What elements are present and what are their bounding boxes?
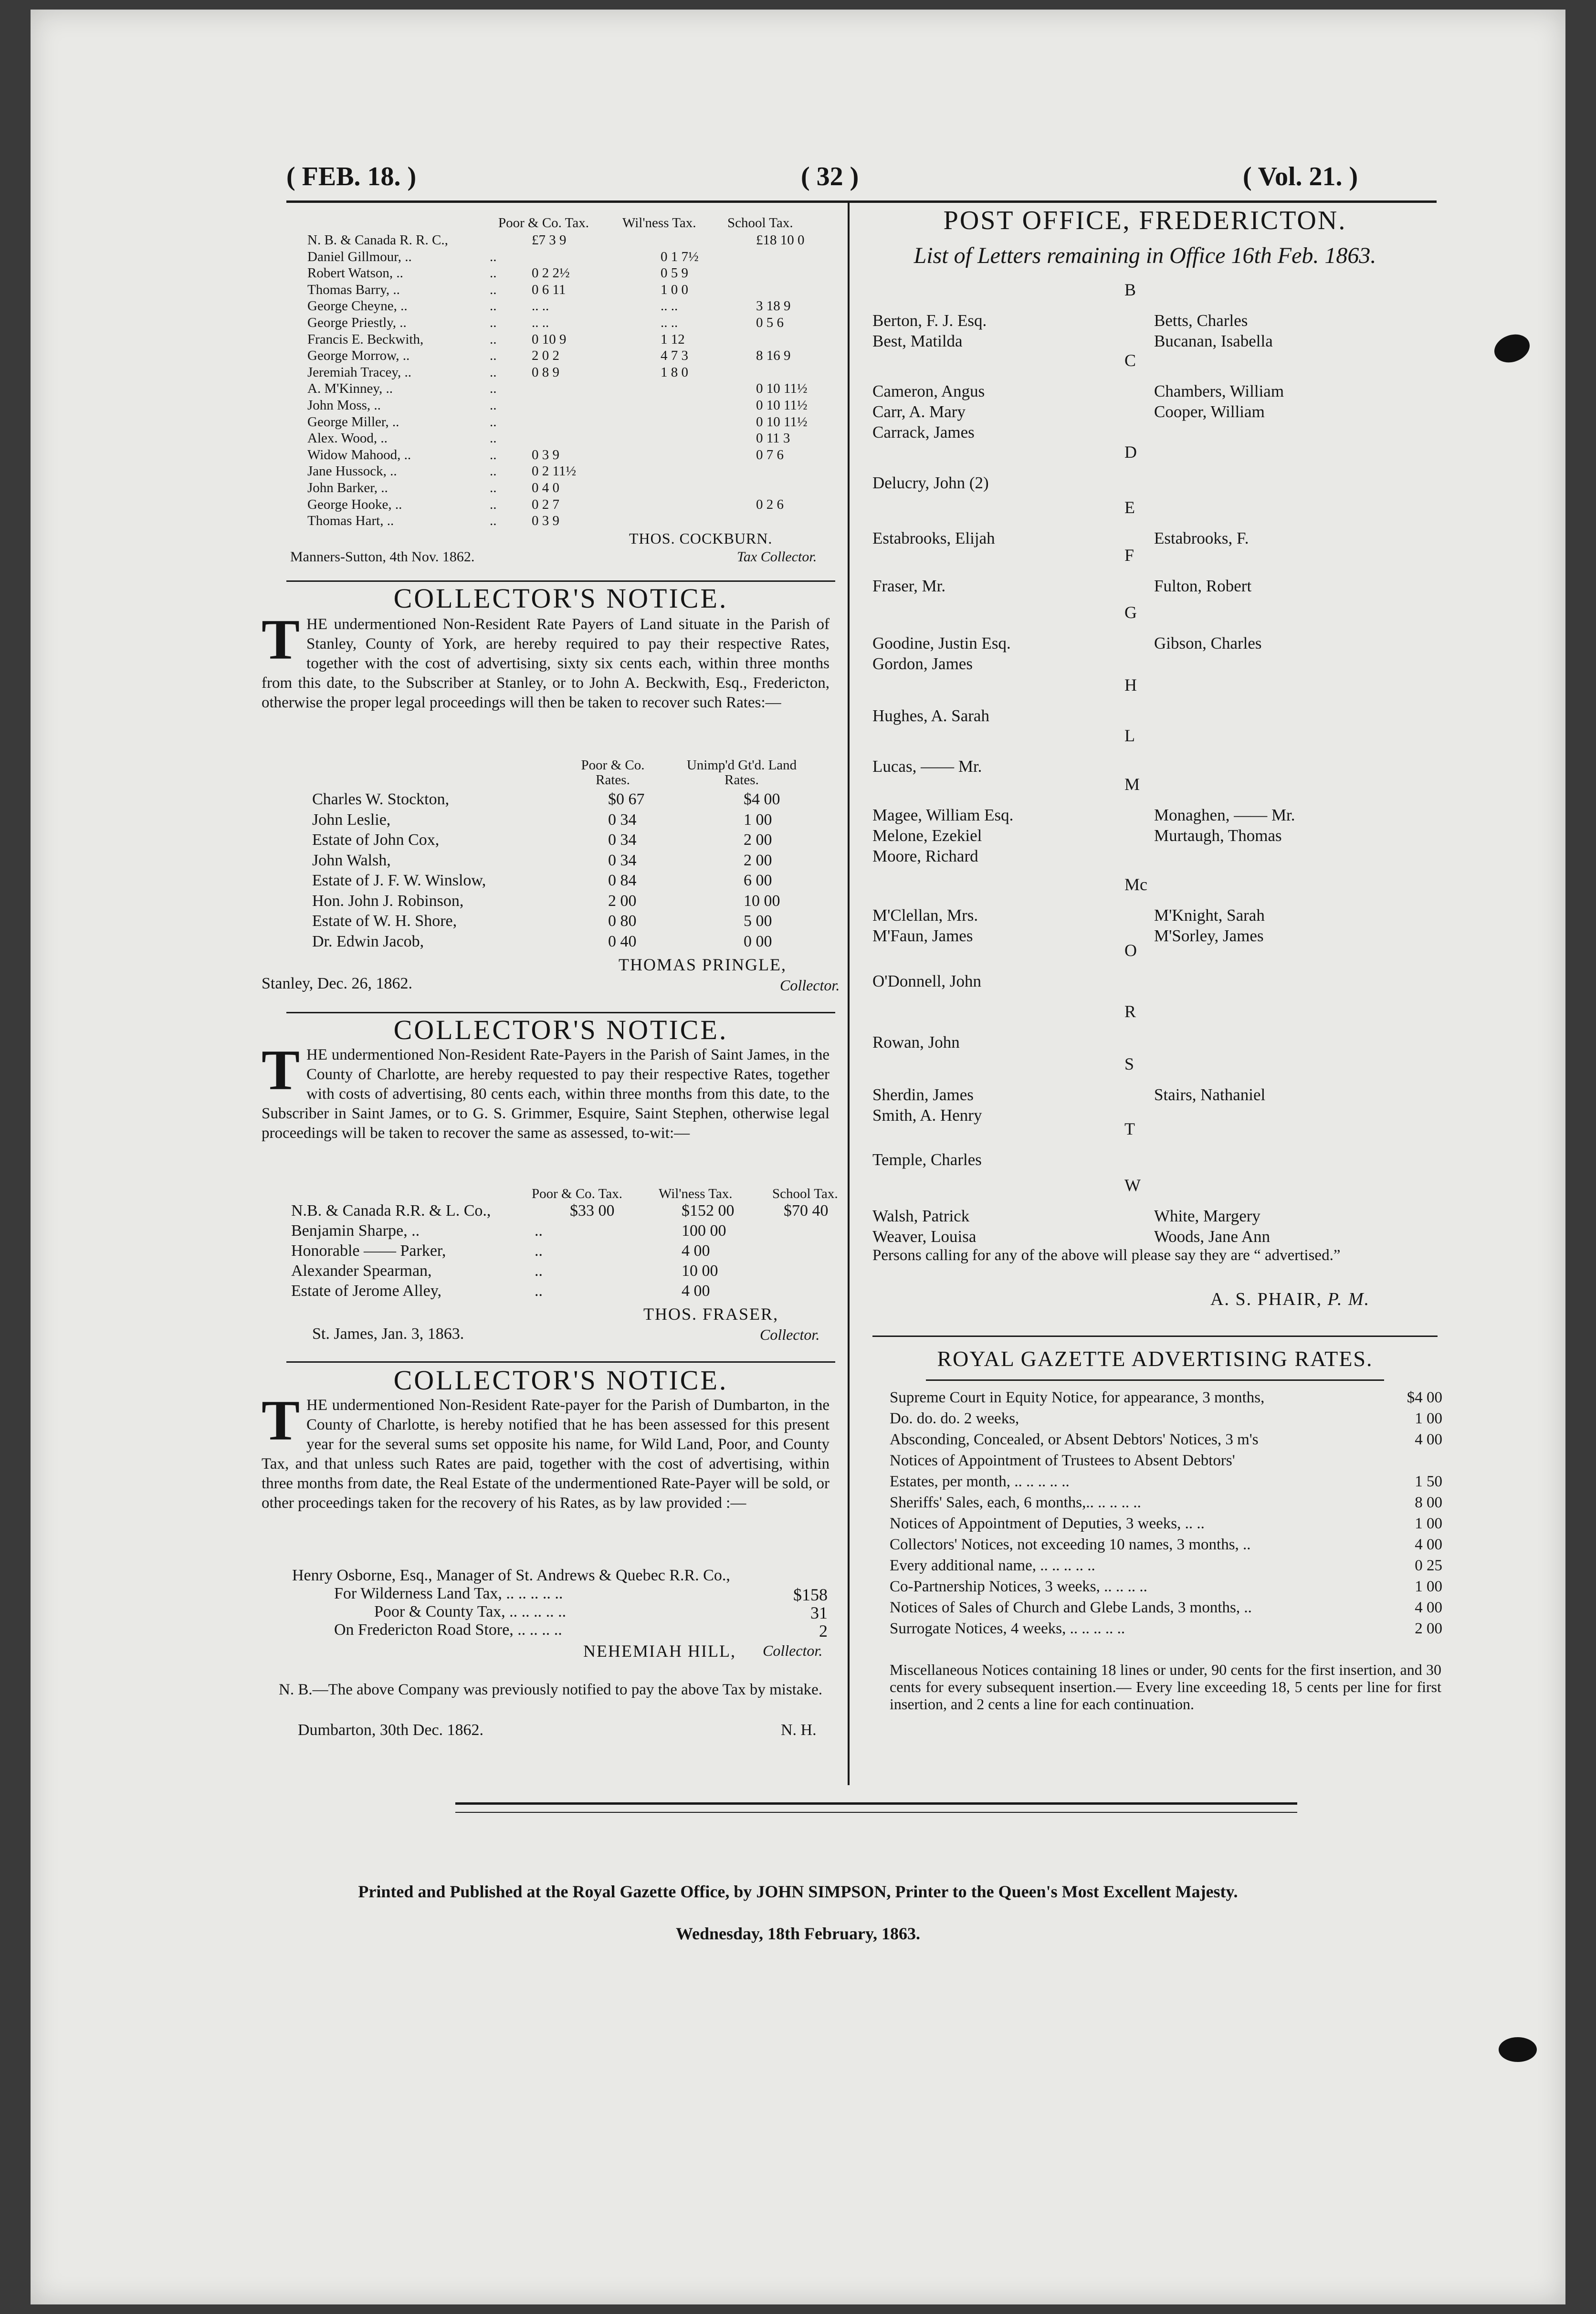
letter-name: Cameron, Angus <box>872 382 985 400</box>
rates-row-label: Every additional name, .. .. .. .. .. <box>890 1557 1095 1574</box>
page-date: ( FEB. 18. ) <box>286 162 417 191</box>
tax-row-name: Jeremiah Tracey, .. <box>307 364 411 380</box>
notice2-row-wilderness: 100 00 <box>682 1222 726 1240</box>
notice3-title: COLLECTOR'S NOTICE. <box>393 1365 728 1396</box>
rates-row-amount: 1 00 <box>1415 1515 1442 1532</box>
letter-name: Cooper, William <box>1154 402 1265 421</box>
letter-key: S <box>1124 1054 1134 1073</box>
notice2-row-poor: $33 00 <box>570 1202 615 1220</box>
rates-note: Miscellaneous Notices containing 18 lines or under, 90 cents for the first insertion, and 30 cents for every subsequent insertion.— Every line exceeding 18, 5 cents per line for first insertion, and 2 cents a line for each continuation. <box>890 1661 1441 1713</box>
tax-row-school: 0 11 3 <box>756 431 790 446</box>
rates-row-amount: 1 00 <box>1415 1578 1442 1595</box>
letter-name: Gordon, James <box>872 654 973 673</box>
tax-row-name: Francis E. Beckwith, <box>307 331 424 347</box>
notice1-row-name: Charles W. Stockton, <box>312 790 450 808</box>
letter-name: Melone, Ezekiel <box>872 826 982 845</box>
notice2-place-date: St. James, Jan. 3, 1863. <box>312 1325 464 1343</box>
post-office-subtitle: List of Letters remaining in Office 16th Feb. 1863. <box>914 243 1376 268</box>
tax-row-dots: .. <box>490 447 497 463</box>
tax-row-wilderness: 0 1 7½ <box>661 249 699 264</box>
tax-row-name: John Barker, .. <box>307 480 388 495</box>
imprint-line: Printed and Published at the Royal Gazette Office, by JOHN SIMPSON, Printer to the Queen's Most Excellent Majesty. <box>358 1882 1238 1901</box>
letter-name: Temple, Charles <box>872 1150 982 1169</box>
notice1-row-land: 10 00 <box>744 892 780 910</box>
tax-row-poor: 0 3 9 <box>532 513 559 529</box>
tax-row-poor: 0 6 11 <box>532 282 566 297</box>
notice1-title: COLLECTOR'S NOTICE. <box>393 583 728 614</box>
rates-row-amount: 4 00 <box>1415 1599 1442 1616</box>
rates-row-amount: 4 00 <box>1415 1536 1442 1553</box>
notice1-row-land: 6 00 <box>744 872 772 889</box>
rates-row-label: Sheriffs' Sales, each, 6 months,.. .. .. .. .. <box>890 1494 1141 1511</box>
notice2-title: COLLECTOR'S NOTICE. <box>393 1014 728 1045</box>
rates-row-amount: 8 00 <box>1415 1494 1442 1511</box>
notice2-row-wilderness: 4 00 <box>682 1282 710 1300</box>
tax-row-name: N. B. & Canada R. R. C., <box>307 232 448 248</box>
tax-row-name: A. M'Kinney, .. <box>307 381 393 397</box>
notice3-nb: N. B.—The above Company was previously notified to pay the above Tax by mistake. <box>279 1681 823 1698</box>
notice3-text: HE undermentioned Non-Resident Rate-payer for the Parish of Dumbarton, in the County of Charlotte, is hereby notified that he has been assessed for this present year for the several sums set opposite his name, for Wild Land, Poor, and County Tax, and that unless such Rates are paid, together with the cost of advertising, within three months from date, the Real Estate of the undermentioned Rate-Payer will be sold, or other proceedings taken for the recovery of his Rates, as by law provided :— <box>262 1397 830 1512</box>
letter-name: Weaver, Louisa <box>872 1227 976 1246</box>
tax-row-school: £18 10 0 <box>756 232 805 248</box>
letter-name: M'Faun, James <box>872 926 973 945</box>
notice2-row-name: Estate of Jerome Alley, <box>291 1282 442 1300</box>
tax-row-poor: 0 2 11½ <box>532 463 577 479</box>
letter-name: Estabrooks, F. <box>1154 529 1249 547</box>
notice1-row-land: 5 00 <box>744 912 772 930</box>
notice2-row-name: Alexander Spearman, <box>291 1262 432 1280</box>
letter-key: M <box>1124 775 1140 794</box>
letter-name: Bucanan, Isabella <box>1154 332 1273 350</box>
postmaster-signer <box>1210 1289 1370 1310</box>
tax-row-dots: .. <box>490 249 497 264</box>
notice1-row-poor: $0 67 <box>608 790 645 808</box>
tax-row-poor: 2 0 2 <box>532 348 559 364</box>
letter-key: W <box>1124 1176 1141 1195</box>
tax-row-name: George Miller, .. <box>307 414 399 430</box>
tax-list-signer: THOS. COCKBURN. <box>629 530 773 547</box>
page-number: ( 32 ) <box>801 162 859 191</box>
tax-row-wilderness: 1 0 0 <box>661 282 688 297</box>
tax-row-poor: .. .. <box>532 298 549 314</box>
gazette-page <box>31 10 1565 2304</box>
tax-row-poor: 0 8 9 <box>532 364 559 380</box>
rates-row-amount: 0 25 <box>1415 1557 1442 1574</box>
notice1-row-poor: 0 34 <box>608 851 637 869</box>
ink-blot <box>1499 2037 1537 2062</box>
post-office-title: POST OFFICE, FREDERICTON. <box>943 206 1347 235</box>
letter-key: T <box>1124 1119 1135 1138</box>
tax-row-wilderness: 0 5 9 <box>661 265 688 281</box>
rates-row-label: Notices of Sales of Church and Glebe Lands, 3 months, .. <box>890 1599 1252 1616</box>
notice2-row-poor: .. <box>535 1242 543 1260</box>
notice1-row-poor: 0 84 <box>608 872 637 889</box>
notice1-row-name: Dr. Edwin Jacob, <box>312 932 424 950</box>
notice1-row-poor: 0 40 <box>608 932 637 950</box>
letter-key: B <box>1124 280 1136 299</box>
notice2-signer: THOS. FRASER, <box>643 1304 779 1324</box>
tax-row-poor: 0 10 9 <box>532 331 567 347</box>
rates-row-label: Estates, per month, .. .. .. .. .. <box>890 1473 1070 1490</box>
notice2-row-wilderness: 10 00 <box>682 1262 718 1280</box>
tax-row-dots: .. <box>490 463 497 479</box>
letter-key: H <box>1124 675 1137 694</box>
letter-name: Hughes, A. Sarah <box>872 706 989 725</box>
rates-row-label: Absconding, Concealed, or Absent Debtors' Notices, 3 m's <box>890 1431 1259 1448</box>
letter-key: C <box>1124 351 1136 370</box>
letter-name: Fulton, Robert <box>1154 577 1252 595</box>
letter-name: Woods, Jane Ann <box>1154 1227 1270 1246</box>
notice1-row-poor: 0 34 <box>608 831 637 849</box>
volume-number: ( Vol. 21. ) <box>1243 162 1358 191</box>
letter-name: M'Sorley, James <box>1154 926 1264 945</box>
notice2-body <box>262 1038 830 1143</box>
notice3-line: Henry Osborne, Esq., Manager of St. Andrews & Quebec R.R. Co., <box>292 1567 730 1584</box>
rates-row-amount: $4 00 <box>1407 1389 1442 1406</box>
tax-row-name: George Cheyne, .. <box>307 298 408 314</box>
tax-row-wilderness: 1 12 <box>661 331 685 347</box>
letter-key: O <box>1124 941 1137 960</box>
letter-name: M'Clellan, Mrs. <box>872 906 978 925</box>
tax-row-name: Thomas Hart, .. <box>307 513 394 529</box>
notice2-col-head-poor: Poor & Co. Tax. <box>532 1186 622 1201</box>
tax-row-dots: .. <box>490 315 497 330</box>
tax-row-name: Alex. Wood, .. <box>307 431 388 446</box>
tax-row-school: 3 18 9 <box>756 298 791 314</box>
tax-row-name: George Morrow, .. <box>307 348 410 364</box>
letter-name: O'Donnell, John <box>872 972 981 990</box>
notice2-row-name: N.B. & Canada R.R. & L. Co., <box>291 1202 491 1220</box>
notice3-body <box>262 1388 830 1513</box>
notice2-dropcap: T <box>262 1038 300 1102</box>
notice2-text: HE undermentioned Non-Resident Rate-Payers in the Parish of Saint James, in the County of Charlotte, are hereby requested to pay their respective Rates, together with costs of advertising, 80 cents each, within three months from this date, to the Subscriber in Saint James, or to G. S. Grimmer, Esquire, Saint Stephen, otherwise legal proceedings will be taken to recover the same as assessed, to-wit:— <box>262 1046 830 1142</box>
tax-row-school: 0 10 11½ <box>756 398 808 413</box>
postmaster-role: P. M. <box>1327 1289 1370 1309</box>
notice3-role: Collector. <box>763 1642 823 1659</box>
tax-col-head-wilderness: Wil'ness Tax. <box>622 215 696 231</box>
letter-name: Murtaugh, Thomas <box>1154 826 1282 845</box>
notice1-role: Collector. <box>780 977 840 994</box>
notice2-row-school: $70 40 <box>784 1202 829 1220</box>
notice1-row-land: 1 00 <box>744 810 772 829</box>
tax-row-poor: .. .. <box>532 315 549 330</box>
letter-name: Carr, A. Mary <box>872 402 966 421</box>
letter-name: Goodine, Justin Esq. <box>872 634 1011 652</box>
notice1-col1-head: Poor & Co. Rates. <box>581 757 645 788</box>
tax-row-dots: .. <box>490 496 497 512</box>
rates-row-label: Do. do. do. 2 weeks, <box>890 1410 1019 1427</box>
notice3-line: On Fredericton Road Store, .. .. .. .. <box>334 1621 562 1639</box>
letter-name: Estabrooks, Elijah <box>872 529 995 547</box>
section-rule <box>286 1361 835 1363</box>
notice2-row-name: Honorable —— Parker, <box>291 1242 446 1260</box>
rates-row-label: Notices of Appointment of Deputies, 3 weeks, .. .. <box>890 1515 1205 1532</box>
notice1-row-name: John Leslie, <box>312 810 391 829</box>
tax-row-poor: 0 2 7 <box>532 496 559 512</box>
tax-col-head-poor: Poor & Co. Tax. <box>498 215 589 231</box>
rates-row-label: Surrogate Notices, 4 weeks, .. .. .. .. .. <box>890 1620 1125 1637</box>
tax-row-school: 0 2 6 <box>756 496 784 512</box>
notice3-line: Poor & County Tax, .. .. .. .. .. <box>374 1603 567 1620</box>
tax-col-head-school: School Tax. <box>727 215 793 231</box>
notice3-place-date: Dumbarton, 30th Dec. 1862. <box>298 1721 484 1739</box>
letter-name: Fraser, Mr. <box>872 577 946 595</box>
section-rule <box>286 1012 835 1013</box>
letter-name: Smith, A. Henry <box>872 1106 982 1125</box>
tax-row-dots: .. <box>490 348 497 364</box>
footer-rule <box>455 1812 1297 1813</box>
tax-row-wilderness: .. .. <box>661 298 678 314</box>
notice1-row-poor: 0 80 <box>608 912 637 930</box>
letter-name: Lucas, —— Mr. <box>872 757 982 776</box>
column-divider <box>848 203 850 1785</box>
rates-row-amount: 1 50 <box>1415 1473 1442 1490</box>
header-rule <box>286 200 1437 203</box>
tax-row-dots: .. <box>490 398 497 413</box>
notice2-row-wilderness: 4 00 <box>682 1242 710 1260</box>
notice3-dropcap: T <box>262 1388 300 1452</box>
letter-name: Stairs, Nathaniel <box>1154 1085 1266 1104</box>
tax-row-school: 0 5 6 <box>756 315 784 330</box>
letter-name: Monaghen, —— Mr. <box>1154 806 1295 824</box>
notice3-amount: 31 <box>810 1603 828 1622</box>
tax-row-name: Daniel Gillmour, .. <box>307 249 412 264</box>
letter-name: Magee, William Esq. <box>872 806 1014 824</box>
tax-row-wilderness: 4 7 3 <box>661 348 688 364</box>
notice2-row-name: Benjamin Sharpe, .. <box>291 1222 420 1240</box>
letter-name: Best, Matilda <box>872 332 963 350</box>
notice1-row-land: 2 00 <box>744 851 772 869</box>
notice3-amount: $158 <box>793 1585 828 1604</box>
letter-name: Gibson, Charles <box>1154 634 1262 652</box>
tax-row-school: 0 7 6 <box>756 447 784 463</box>
footer-rule <box>455 1802 1297 1805</box>
letter-name: M'Knight, Sarah <box>1154 906 1265 925</box>
notice1-row-poor: 2 00 <box>608 892 637 910</box>
notice2-col-head-wilderness: Wil'ness Tax. <box>659 1186 733 1201</box>
tax-row-school: 8 16 9 <box>756 348 791 364</box>
rates-title: ROYAL GAZETTE ADVERTISING RATES. <box>937 1346 1373 1371</box>
notice1-text: HE undermentioned Non-Resident Rate Payers of Land situate in the Parish of Stanley, County of York, are hereby required to pay their respective Rates, together with the cost of advertising, sixty six cents each, within three months from this date, to the Subscriber at Stanley, or to John A. Beckwith, Esq., Fredericton, otherwise the proper legal proceedings will then be taken to recover such Rates:— <box>262 616 830 711</box>
tax-list-role: Tax Collector. <box>737 549 817 565</box>
tax-row-name: Widow Mahood, .. <box>307 447 411 463</box>
letter-name: Walsh, Patrick <box>872 1207 970 1225</box>
notice2-col-head-school: School Tax. <box>772 1186 838 1201</box>
notice3-signer: NEHEMIAH HILL, <box>583 1641 736 1661</box>
notice1-row-land: 0 00 <box>744 932 772 950</box>
notice2-row-poor: .. <box>535 1222 543 1240</box>
tax-row-school: 0 10 11½ <box>756 414 808 430</box>
letter-key: F <box>1124 546 1134 565</box>
letter-name: Chambers, William <box>1154 382 1284 400</box>
letter-key: E <box>1124 498 1135 517</box>
notice1-body <box>262 608 830 713</box>
notice3-line: For Wilderness Land Tax, .. .. .. .. .. <box>334 1585 563 1602</box>
tax-row-name: George Hooke, .. <box>307 496 402 512</box>
tax-row-name: Jane Hussock, .. <box>307 463 397 479</box>
tax-row-dots: .. <box>490 431 497 446</box>
notice1-signer: THOMAS PRINGLE, <box>619 955 787 974</box>
postmaster-name: A. S. PHAIR, <box>1210 1289 1323 1309</box>
tax-row-dots: .. <box>490 282 497 297</box>
notice2-role: Collector. <box>760 1326 820 1343</box>
tax-row-wilderness: .. .. <box>661 315 678 330</box>
tax-row-dots: .. <box>490 298 497 314</box>
notice1-row-name: John Walsh, <box>312 851 391 869</box>
notice1-row-land: 2 00 <box>744 831 772 849</box>
letter-name: Rowan, John <box>872 1033 960 1052</box>
rates-title-rule <box>926 1379 1384 1381</box>
letter-name: Delucry, John (2) <box>872 473 989 492</box>
tax-row-dots: .. <box>490 480 497 495</box>
tax-row-school: 0 10 11½ <box>756 381 808 397</box>
letter-key: R <box>1124 1002 1136 1021</box>
tax-row-poor: £7 3 9 <box>532 232 567 248</box>
tax-row-name: George Priestly, .. <box>307 315 407 330</box>
rates-row-amount: 4 00 <box>1415 1431 1442 1448</box>
tax-row-wilderness: 1 8 0 <box>661 364 688 380</box>
notice1-dropcap: T <box>262 608 300 671</box>
notice2-row-wilderness: $152 00 <box>682 1202 735 1220</box>
rates-row-amount: 1 00 <box>1415 1410 1442 1427</box>
letter-name: Moore, Richard <box>872 847 978 865</box>
tax-row-dots: .. <box>490 331 497 347</box>
notice3-initials: N. H. <box>781 1721 817 1739</box>
tax-row-poor: 0 4 0 <box>532 480 559 495</box>
tax-list-place-date: Manners-Sutton, 4th Nov. 1862. <box>290 549 475 565</box>
notice1-row-name: Estate of W. H. Shore, <box>312 912 457 930</box>
imprint-date: Wednesday, 18th February, 1863. <box>675 1924 921 1943</box>
letter-key: Mc <box>1124 875 1147 894</box>
notice1-row-name: Estate of John Cox, <box>312 831 440 849</box>
post-office-footer: Persons calling for any of the above will please say they are “ advertised.” <box>872 1247 1341 1264</box>
rates-row-amount: 2 00 <box>1415 1620 1442 1637</box>
letter-name: Carrack, James <box>872 423 975 442</box>
tax-row-dots: .. <box>490 381 497 397</box>
ink-blot <box>1491 330 1534 368</box>
notice1-row-name: Estate of J. F. W. Winslow, <box>312 872 486 889</box>
tax-row-dots: .. <box>490 513 497 529</box>
letter-name: Betts, Charles <box>1154 311 1248 330</box>
tax-row-dots: .. <box>490 414 497 430</box>
notice2-row-poor: .. <box>535 1262 543 1280</box>
tax-row-name: John Moss, .. <box>307 398 381 413</box>
notice1-row-land: $4 00 <box>744 790 780 808</box>
letter-name: Berton, F. J. Esq. <box>872 311 987 330</box>
letter-name: Sherdin, James <box>872 1085 974 1104</box>
tax-row-dots: .. <box>490 364 497 380</box>
rates-row-label: Collectors' Notices, not exceeding 10 names, 3 months, .. <box>890 1536 1251 1553</box>
notice1-col2-head: Unimp'd Gt'd. Land Rates. <box>686 757 797 788</box>
section-rule <box>286 580 835 582</box>
rates-row-label: Co-Partnership Notices, 3 weeks, .. .. .. .. <box>890 1578 1147 1595</box>
tax-row-name: Thomas Barry, .. <box>307 282 400 297</box>
letter-key: D <box>1124 442 1137 462</box>
notice1-row-poor: 0 34 <box>608 810 637 829</box>
tax-row-name: Robert Watson, .. <box>307 265 403 281</box>
letter-key: L <box>1124 726 1135 745</box>
notice3-amount: 2 <box>819 1621 828 1641</box>
tax-row-dots: .. <box>490 265 497 281</box>
letter-key: G <box>1124 603 1137 622</box>
notice1-place-date: Stanley, Dec. 26, 1862. <box>262 975 413 992</box>
notice2-row-poor: .. <box>535 1282 543 1300</box>
rates-row-label: Supreme Court in Equity Notice, for appearance, 3 months, <box>890 1389 1265 1406</box>
rates-row-label: Notices of Appointment of Trustees to Absent Debtors' <box>890 1452 1235 1469</box>
tax-row-poor: 0 2 2½ <box>532 265 570 281</box>
section-rule <box>872 1336 1438 1337</box>
tax-row-poor: 0 3 9 <box>532 447 559 463</box>
notice1-row-name: Hon. John J. Robinson, <box>312 892 464 910</box>
letter-name: White, Margery <box>1154 1207 1260 1225</box>
